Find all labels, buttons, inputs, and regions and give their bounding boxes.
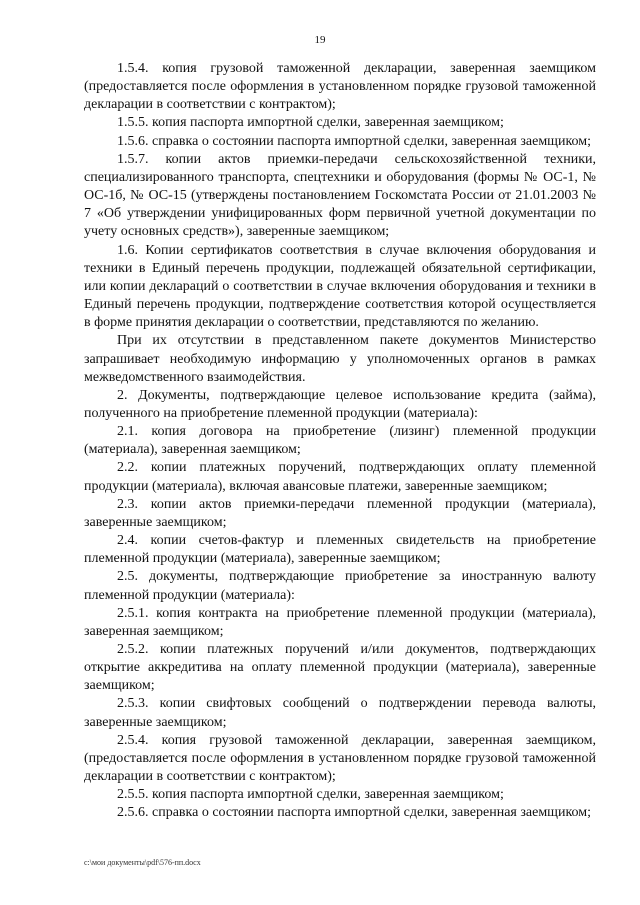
paragraph-2-5-6: 2.5.6. справка о состоянии паспорта импортной сделки, заверенная заемщиком; [117,805,592,821]
paragraph-1-5-7: 1.5.7. копии актов приемки-передачи сельскохозяйственной техники, специализированного транспорта, спецтехники и оборудования (формы № ОС-1, № ОС-1б, № ОС-15 (утверждены постановлением Госкомстата России от 21.01.2003 № 7 «Об утверждении унифицированных форм первичной учетной документации по учету основных средств»), заверенные заемщиком; [84,151,596,240]
paragraph-1-6: 1.6. Копии сертификатов соответствия в случае включения оборудования и техники в Единый перечень продукции, подлежащей обязательной сертификации, или копии деклараций о соответствии в случае включения оборудования и техники в Единый перечень продукции, подтверждение соответствия которой осуществляется в форме принятия декларации о соответствии, представляются по желанию. [84,242,596,331]
paragraph-2-3: 2.3. копии актов приемки-передачи племенной продукции (материала), заверенные заемщиком; [84,496,596,530]
document-body [84,60,596,823]
paragraph-2-5-4: 2.5.4. копия грузовой таможенной декларации, заверенная заемщиком, (предоставляется после оформления в установленном порядке грузовой таможенной декларации в соответствии с контрактом); [84,732,596,785]
paragraph-1-5-6: 1.5.6. справка о состоянии паспорта импортной сделки, заверенная заемщиком; [117,133,592,149]
paragraph-2-5-1: 2.5.1. копия контракта на приобретение племенной продукции (материала), заверенная заемщиком; [84,605,596,639]
paragraph-2-4: 2.4. копии счетов-фактур и племенных свидетельств на приобретение племенной продукции (материала), заверенные заемщиком; [84,533,596,567]
paragraph-1-5-4: 1.5.4. копия грузовой таможенной декларации, заверенная заемщиком (предоставляется после оформления в установленном порядке грузовой таможенной декларации в соответствии с контрактом); [84,61,596,113]
paragraph-2-5-2: 2.5.2. копии платежных поручений и/или документов, подтверждающих открытие аккредитива на оплату племенной продукции (материала), заверенные заемщиком; [84,642,596,694]
paragraph-1-5-5: 1.5.5. копия паспорта импортной сделки, заверенная заемщиком; [117,115,504,131]
page-number: 19 [314,34,326,46]
paragraph-2-2: 2.2. копии платежных поручений, подтверждающих оплату племенной продукции (материала), включая авансовые платежи, заверенные заемщиком; [84,460,596,494]
paragraph-2-5-5: 2.5.5. копия паспорта импортной сделки, заверенная заемщиком; [117,787,504,803]
file-path-footer: c:\мои документы\pdf\576-пп.docx [84,858,201,867]
paragraph-2-1: 2.1. копия договора на приобретение (лизинг) племенной продукции (материала), заверенная заемщиком; [84,424,596,458]
paragraph-2: 2. Документы, подтверждающие целевое использование кредита (займа), полученного на приобретение племенной продукции (материала): [84,387,596,421]
paragraph-absence-note: При их отсутствии в представленном пакете документов Министерство запрашивает необходимую информацию у уполномоченных органов в рамках межведомственного взаимодействия. [84,333,596,385]
paragraph-2-5: 2.5. документы, подтверждающие приобретение за иностранную валюту племенной продукции (материала): [84,569,596,603]
paragraph-2-5-3: 2.5.3. копии свифтовых сообщений о подтверждении перевода валюты, заверенные заемщиком; [84,696,596,730]
